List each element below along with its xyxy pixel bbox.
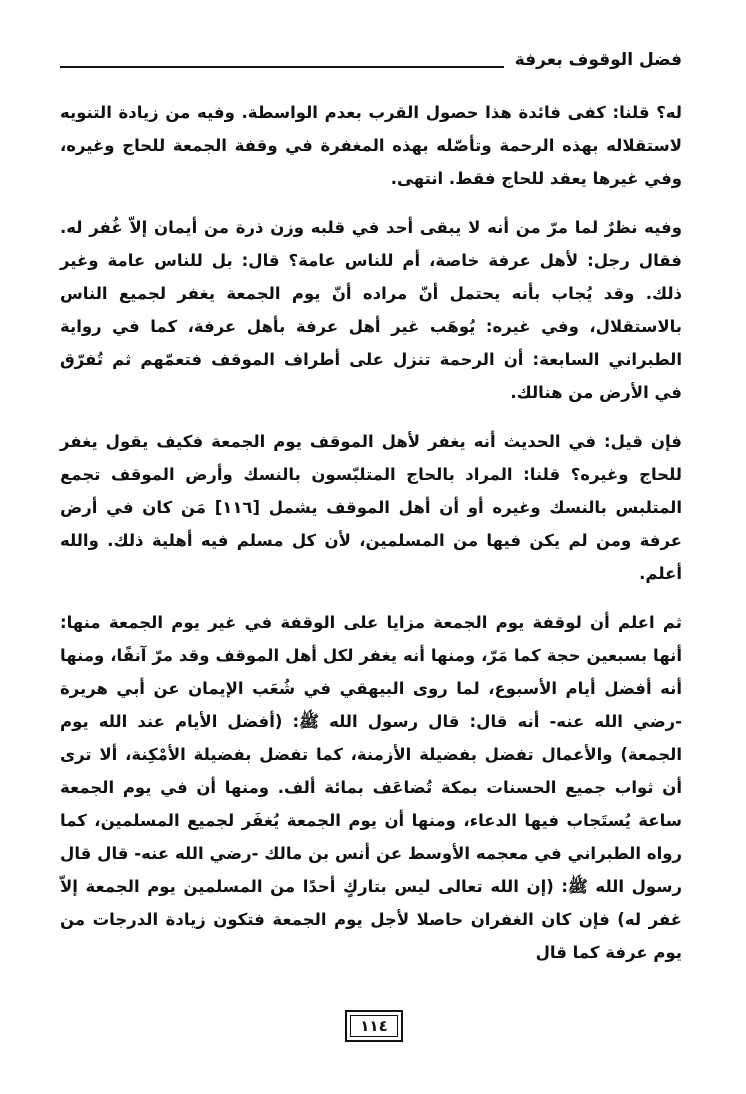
header-title: فضل الوقوف بعرفة [514, 50, 682, 70]
header-rule [60, 66, 504, 68]
paragraph: فإن قيل: في الحديث أنه يغفر لأهل الموقف يوم الجمعة فكيف يقول يغفر للحاج وغيره؟ قلنا: المراد بالحاج المتلبّسون بالنسك وأرض الموقف تجمع المتلبس بالنسك وغيره أو أن أهل الموقف يشمل [١١٦] مَن كان في أرض عرفة ومن لم يكن فيها من المسلمين، لأن كل مسلم فيه أهلية ذلك. والله أعلم. [60, 432, 682, 583]
page-number-frame [345, 1010, 403, 1042]
paragraph: ثم اعلم أن لوقفة يوم الجمعة مزايا على الوقفة في غير يوم الجمعة منها: أنها بسبعين حجة كما مَرّ، ومنها أنه يغفر لكل أهل الموقف وقد مرّ آنفًا، ومنها أنه أفضل أيام الأسبوع، لما روى البيهقي في شُعَب الإيمان عن أبي هريرة -رضي الله عنه- أنه قال: قال رسول الله ﷺ: (أفضل الأيام عند الله يوم الجمعة) والأعمال تفضل بفضيلة الأزمنة، كما تفضل بفضيلة الأمْكِنة، ألا ترى أن ثواب جميع الحسنات بمكة تُضاعَف بمائة ألف. ومنها أن في يوم الجمعة ساعة يُستَجاب فيها الدعاء، ومنها أن يوم الجمعة يُغفَر لجميع المسلمين، كما رواه الطبراني في معجمه الأوسط عن أنس بن مالك -رضي الله عنه- قال قال رسول الله ﷺ: (إن الله تعالى ليس بتاركٍ أحدًا من المسلمين يوم الجمعة إلاّ غفر له) فإن كان الغفران حاصلا لأجل يوم الجمعة فتكون زيادة الدرجات من يوم عرفة كما قال [60, 613, 682, 962]
paragraph: له؟ قلنا: كفى فائدة هذا حصول القرب بعدم الواسطة. وفيه من زيادة التنويه لاستقلاله بهذه الرحمة وتأصّله بهذه المغفرة في وقفة الجمعة للحاج وغيره، وفي غيرها يعقد للحاج فقط. انتهى. [60, 103, 682, 188]
paragraph: وفيه نظرٌ لما مرّ من أنه لا يبقى أحد في قلبه وزن ذرة من أيمان إلاّ غُفر له. فقال رجل: لأهل عرفة خاصة، أم للناس عامة؟ قال: بل للناس عامة وغير ذلك. وقد يُجاب بأنه يحتمل أنّ مراده أنّ يوم الجمعة يغفر لجميع الناس بالاستقلال، وفي غيره: يُوهَب غير أهل عرفة بأهل عرفة، كما في رواية الطبراني السابعة: أن الرحمة تنزل على أطراف الموقف فتعمّهم ثم تُفرّق في الأرض من هنالك. [60, 218, 682, 402]
page-body [60, 96, 682, 985]
running-header [60, 48, 682, 76]
page-number: ١١٤ [350, 1015, 398, 1037]
